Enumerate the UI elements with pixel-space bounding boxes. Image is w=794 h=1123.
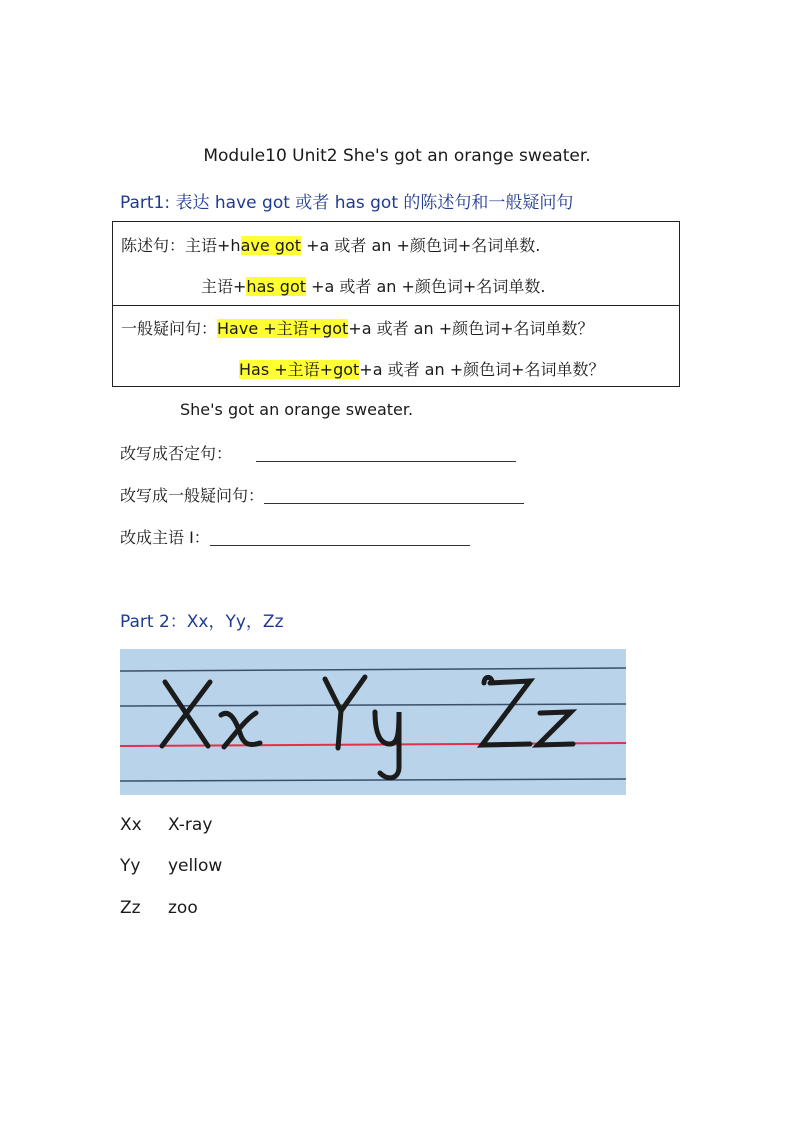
question-rule-have: 一般疑问句：Have +主语+got+a 或者 an +颜色词+名词单数？ — [121, 319, 594, 338]
part1-heading: Part1: 表达 have got 或者 has got 的陈述句和一般疑问句 — [120, 193, 574, 213]
page-title: Module10 Unit2 She's got an orange sweater. — [203, 146, 591, 166]
letter-word-row — [120, 898, 198, 918]
letter: Yy — [120, 856, 141, 876]
exercise-subject-i — [120, 525, 470, 548]
letter-word-row — [120, 856, 222, 876]
exercise-negative — [120, 441, 516, 464]
handwriting-letters-photo — [120, 649, 626, 795]
answer-blank[interactable] — [256, 445, 516, 462]
letter-word-row — [120, 815, 212, 835]
exercise-label: 改写成否定句： — [120, 444, 233, 463]
question-rule-has: Has +主语+got+a 或者 an +颜色词+名词单数？ — [239, 360, 605, 379]
word: zoo — [168, 898, 198, 918]
highlight: ave got — [240, 236, 301, 255]
exercise-label: 改成主语 I： — [120, 528, 210, 547]
part2-heading: Part 2：Xx，Yy，Zz — [120, 612, 284, 632]
word: X-ray — [168, 815, 213, 835]
letter: Xx — [120, 815, 142, 835]
answer-blank[interactable] — [264, 487, 524, 504]
highlight: Has +主语+got — [239, 360, 360, 379]
statement-rule-has: 主语+has got +a 或者 an +颜色词+名词单数. — [201, 277, 546, 296]
statement-rule-have: 陈述句：主语+have got +a 或者 an +颜色词+名词单数. — [121, 236, 541, 255]
exercise-question — [120, 483, 524, 506]
exercise-label: 改写成一般疑问句： — [120, 486, 265, 505]
highlight: has got — [246, 277, 307, 296]
example-sentence: She's got an orange sweater. — [180, 400, 414, 419]
word: yellow — [168, 856, 223, 876]
highlight: Have +主语+got — [217, 319, 349, 338]
box-divider — [113, 305, 679, 306]
grammar-box — [112, 221, 680, 387]
answer-blank[interactable] — [210, 529, 470, 546]
letter: Zz — [120, 898, 141, 918]
